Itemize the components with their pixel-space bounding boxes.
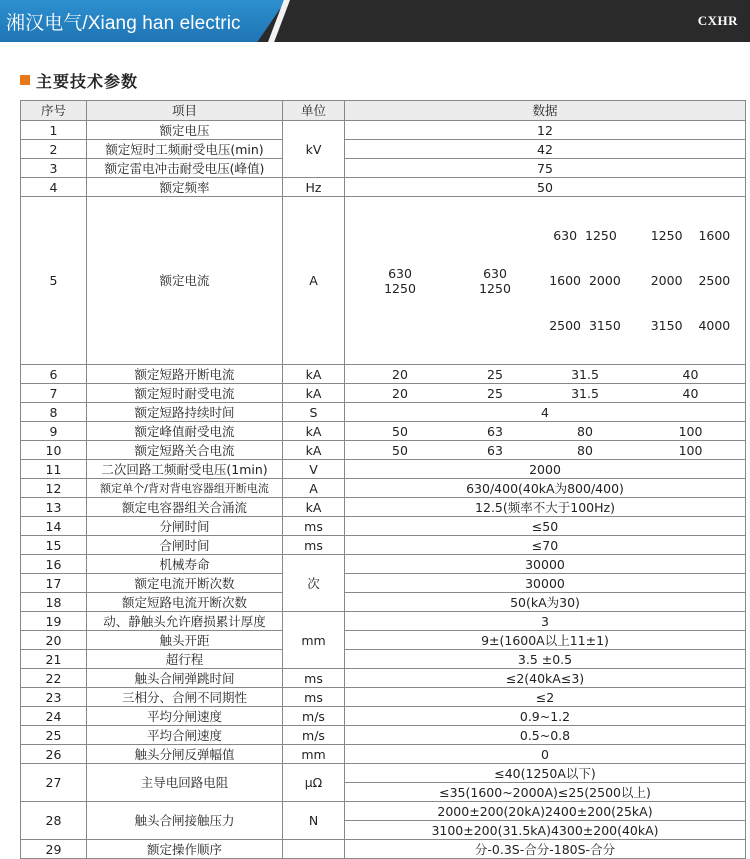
row-no: 4: [21, 178, 87, 197]
row-no: 7: [21, 384, 87, 403]
header-banner: [0, 0, 750, 42]
split-value: 25: [487, 366, 503, 382]
split-value: 63: [487, 442, 503, 458]
row-unit: 次: [283, 555, 345, 612]
row-no: 5: [21, 197, 87, 365]
row-value-split: [345, 197, 746, 365]
row-unit: μΩ: [283, 764, 345, 802]
split-value: 100: [678, 423, 703, 439]
table-row: [21, 140, 746, 159]
row-value: 12: [345, 121, 746, 140]
row-unit: ms: [283, 688, 345, 707]
table-row: [21, 403, 746, 422]
row-item: 动、静触头允许磨损累计厚度: [87, 612, 283, 631]
table-row: [21, 669, 746, 688]
split-value: 25: [487, 385, 503, 401]
row-item: 平均分闸速度: [87, 707, 283, 726]
row-item: 额定短时工频耐受电压(min): [87, 140, 283, 159]
current-group-2: [455, 265, 535, 297]
row-item: 额定短时耐受电流: [87, 384, 283, 403]
table-row: [21, 197, 746, 365]
row-item: 额定短路电流开断次数: [87, 593, 283, 612]
header-item: 项目: [87, 101, 283, 121]
table-row: [21, 840, 746, 859]
row-unit: ms: [283, 536, 345, 555]
row-item: 额定电压: [87, 121, 283, 140]
row-no: 29: [21, 840, 87, 859]
table-row: [21, 460, 746, 479]
row-value: 3: [345, 612, 746, 631]
table-row: [21, 365, 746, 384]
row-no: 13: [21, 498, 87, 517]
row-no: 17: [21, 574, 87, 593]
row-item: 机械寿命: [87, 555, 283, 574]
row-unit: ms: [283, 517, 345, 536]
row-unit: ms: [283, 669, 345, 688]
row-no: 26: [21, 745, 87, 764]
row-value-split: [345, 384, 746, 403]
row-unit: mm: [283, 612, 345, 669]
row-item: 二次回路工频耐受电压(1min): [87, 460, 283, 479]
row-no: 3: [21, 159, 87, 178]
split-value: 20: [392, 385, 408, 401]
row-no: 24: [21, 707, 87, 726]
row-value: 分-0.3S-合分-180S-合分: [345, 840, 746, 859]
current-group-4: [635, 197, 746, 364]
row-value: 3.5 ±0.5: [345, 650, 746, 669]
row-value: 0.5~0.8: [345, 726, 746, 745]
current-value: 630: [483, 265, 507, 281]
row-no: 15: [21, 536, 87, 555]
row-unit: N: [283, 802, 345, 840]
current-group-1: [345, 265, 455, 297]
row-item: 额定短路关合电流: [87, 441, 283, 460]
row-no: 21: [21, 650, 87, 669]
split-value: 50: [392, 423, 408, 439]
row-no: 12: [21, 479, 87, 498]
table-row: [21, 422, 746, 441]
header-unit: 单位: [283, 101, 345, 121]
row-unit: A: [283, 479, 345, 498]
row-value: 75: [345, 159, 746, 178]
banner-title: 湘汉电气/Xiang han electric: [6, 13, 241, 34]
row-value: 0.9~1.2: [345, 707, 746, 726]
row-value-split: [345, 365, 746, 384]
row-item: 触头分闸反弹幅值: [87, 745, 283, 764]
header-no: 序号: [21, 101, 87, 121]
row-value-split: [345, 422, 746, 441]
split-value: 63: [487, 423, 503, 439]
current-value: 2000 2500: [650, 273, 731, 288]
table-row: [21, 745, 746, 764]
row-item: 触头合闸弹跳时间: [87, 669, 283, 688]
brand-logo: CXHR: [697, 13, 738, 28]
row-item: 超行程: [87, 650, 283, 669]
row-no: 8: [21, 403, 87, 422]
row-value-split: [345, 441, 746, 460]
table-row: [21, 555, 746, 574]
table-row: [21, 574, 746, 593]
row-no: 9: [21, 422, 87, 441]
table-row: [21, 121, 746, 140]
row-value: 4: [345, 403, 746, 422]
row-item: 触头合闸接触压力: [87, 802, 283, 840]
current-value: 630 1250: [553, 228, 617, 243]
row-value: 0: [345, 745, 746, 764]
section-bullet-icon: [20, 75, 30, 85]
split-value: 40: [682, 385, 699, 401]
row-item: 三相分、合闸不同期性: [87, 688, 283, 707]
split-value: 31.5: [571, 366, 599, 382]
table-row: [21, 498, 746, 517]
row-unit: kV: [283, 121, 345, 178]
row-value: ≤50: [345, 517, 746, 536]
table-row: [21, 612, 746, 631]
row-item: 额定操作顺序: [87, 840, 283, 859]
row-unit: m/s: [283, 726, 345, 745]
spec-table: [20, 100, 746, 859]
row-no: 27: [21, 764, 87, 802]
row-item: 合闸时间: [87, 536, 283, 555]
row-unit: kA: [283, 498, 345, 517]
row-value: 50(kA为30): [345, 593, 746, 612]
row-item: 触头开距: [87, 631, 283, 650]
split-value: 50: [392, 442, 408, 458]
table-row: [21, 631, 746, 650]
row-no: 1: [21, 121, 87, 140]
row-value: 30000: [345, 555, 746, 574]
split-value: 100: [678, 442, 703, 458]
table-row: [21, 707, 746, 726]
row-value: 3100±200(31.5kA)4300±200(40kA): [345, 821, 746, 840]
table-row: [21, 536, 746, 555]
row-item: 分闸时间: [87, 517, 283, 536]
row-unit: S: [283, 403, 345, 422]
current-value: 2500 3150: [549, 318, 621, 333]
current-value: 3150 4000: [650, 318, 731, 333]
row-value: ≤2(40kA≤3): [345, 669, 746, 688]
row-value: ≤35(1600~2000A)≤25(2500以上): [345, 783, 746, 802]
current-value: 1600 2000: [549, 273, 621, 288]
table-row: [21, 802, 746, 821]
table-row: [21, 726, 746, 745]
row-item: 额定单个/背对背电容器组开断电流: [87, 479, 283, 498]
row-unit: m/s: [283, 707, 345, 726]
current-value: 1250 1600: [650, 228, 731, 243]
table-row: [21, 441, 746, 460]
split-value: 80: [577, 442, 593, 458]
row-value: 2000±200(20kA)2400±200(25kA): [345, 802, 746, 821]
table-row: [21, 764, 746, 783]
header-value: 数据: [345, 101, 746, 121]
row-value: ≤70: [345, 536, 746, 555]
section-title: 主要技术参数: [36, 71, 139, 91]
table-row: [21, 178, 746, 197]
row-value: 2000: [345, 460, 746, 479]
row-item: 主导电回路电阻: [87, 764, 283, 802]
row-item: 额定电流开断次数: [87, 574, 283, 593]
row-unit: mm: [283, 745, 345, 764]
row-no: 11: [21, 460, 87, 479]
row-item: 额定电流: [87, 197, 283, 365]
row-no: 25: [21, 726, 87, 745]
row-no: 6: [21, 365, 87, 384]
row-unit: kA: [283, 365, 345, 384]
row-item: 额定短路开断电流: [87, 365, 283, 384]
row-no: 18: [21, 593, 87, 612]
row-value: ≤2: [345, 688, 746, 707]
row-value: 630/400(40kA为800/400): [345, 479, 746, 498]
row-unit: Hz: [283, 178, 345, 197]
row-no: 10: [21, 441, 87, 460]
row-item: 平均合闸速度: [87, 726, 283, 745]
current-value: 1250: [479, 280, 511, 296]
row-item: 额定频率: [87, 178, 283, 197]
row-unit: kA: [283, 384, 345, 403]
table-row: [21, 517, 746, 536]
row-unit: kA: [283, 441, 345, 460]
table-row: [21, 479, 746, 498]
row-value: 12.5(频率不大于100Hz): [345, 498, 746, 517]
row-value: 50: [345, 178, 746, 197]
table-header-row: [21, 101, 746, 121]
row-no: 28: [21, 802, 87, 840]
row-item: 额定峰值耐受电流: [87, 422, 283, 441]
section-heading: [20, 70, 138, 90]
row-unit: [283, 840, 345, 859]
table-row: [21, 650, 746, 669]
current-value: 630: [388, 265, 412, 281]
split-value: 20: [392, 366, 408, 382]
table-row: [21, 384, 746, 403]
row-item: 额定雷电冲击耐受电压(峰值): [87, 159, 283, 178]
row-unit: kA: [283, 422, 345, 441]
row-unit: V: [283, 460, 345, 479]
row-value: ≤40(1250A以下): [345, 764, 746, 783]
row-no: 16: [21, 555, 87, 574]
row-value: 9±(1600A以上11±1): [345, 631, 746, 650]
split-value: 40: [682, 366, 699, 382]
row-no: 20: [21, 631, 87, 650]
table-row: [21, 159, 746, 178]
current-value: 1250: [384, 280, 416, 296]
row-no: 14: [21, 517, 87, 536]
table-row: [21, 688, 746, 707]
row-value: 30000: [345, 574, 746, 593]
table-row: [21, 593, 746, 612]
row-no: 2: [21, 140, 87, 159]
row-unit: A: [283, 197, 345, 365]
current-group-3: [535, 197, 635, 364]
row-value: 42: [345, 140, 746, 159]
split-value: 31.5: [571, 385, 599, 401]
row-no: 19: [21, 612, 87, 631]
row-no: 22: [21, 669, 87, 688]
row-item: 额定电容器组关合涌流: [87, 498, 283, 517]
row-no: 23: [21, 688, 87, 707]
row-item: 额定短路持续时间: [87, 403, 283, 422]
split-value: 80: [577, 423, 593, 439]
